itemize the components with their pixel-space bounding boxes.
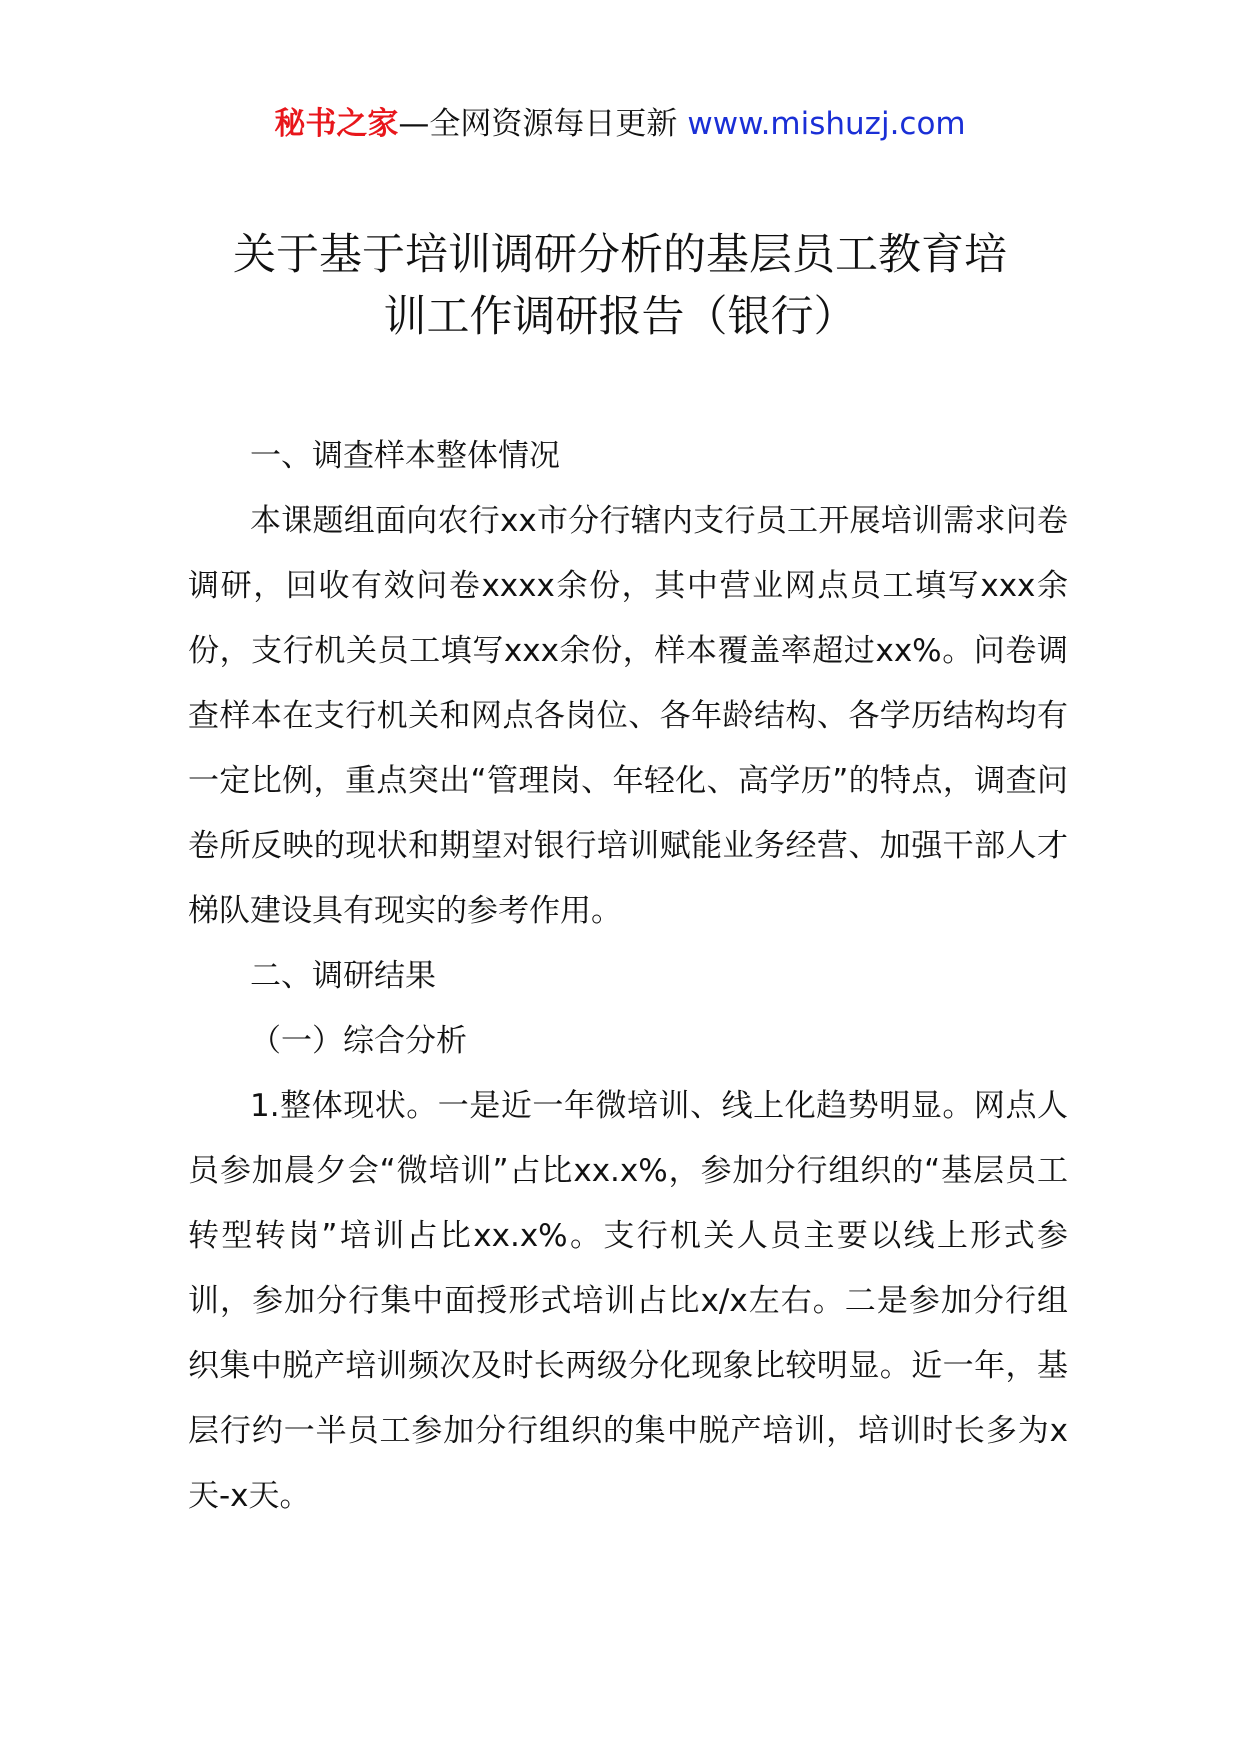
site-banner <box>0 100 1240 148</box>
title-line-2: 训工作调研报告（银行） <box>383 292 857 342</box>
subsection-heading-analysis: （一）综合分析 <box>250 1023 467 1059</box>
document-body <box>188 424 1068 1529</box>
banner-tagline: 全网资源每日更新 <box>429 106 678 142</box>
paragraph-sample: 本课题组面向农行xx市分行辖内支行员工开展培训需求问卷调研，回收有效问卷xxxx余份，其中营业网点员工填写xxx余份，支行机关员工填写xxx余份，样本覆盖率超过xx%。问卷调查样本在支行机关和网点各岗位、各年龄结构、各学历结构均有一定比例，重点突出“管理岗、年轻化、高学历”的特点，调查问卷所反映的现状和期望对银行培训赋能业务经营、加强干部人才梯队建设具有现实的参考作用。 <box>188 503 1068 929</box>
paragraph-analysis: 1.整体现状。一是近一年微培训、线上化趋势明显。网点人员参加晨夕会“微培训”占比xx.x%，参加分行组织的“基层员工转型转岗”培训占比xx.x%。支行机关人员主要以线上形式参训，参加分行集中面授形式培训占比x/x左右。二是参加分行组织集中脱产培训频次及时长两级分化现象比较明显。近一年，基层行约一半员工参加分行组织的集中脱产培训，培训时长多为x天-x天。 <box>188 1088 1068 1514</box>
section-heading-sample: 一、调查样本整体情况 <box>250 438 560 474</box>
document-title <box>150 224 1090 348</box>
title-line-1: 关于基于培训调研分析的基层员工教育培 <box>233 230 1007 280</box>
banner-url[interactable]: www.mishuzj.com <box>687 106 966 142</box>
section-heading-results: 二、调研结果 <box>250 958 436 994</box>
banner-brand: 秘书之家 <box>274 106 399 142</box>
banner-dash: — <box>398 106 430 142</box>
